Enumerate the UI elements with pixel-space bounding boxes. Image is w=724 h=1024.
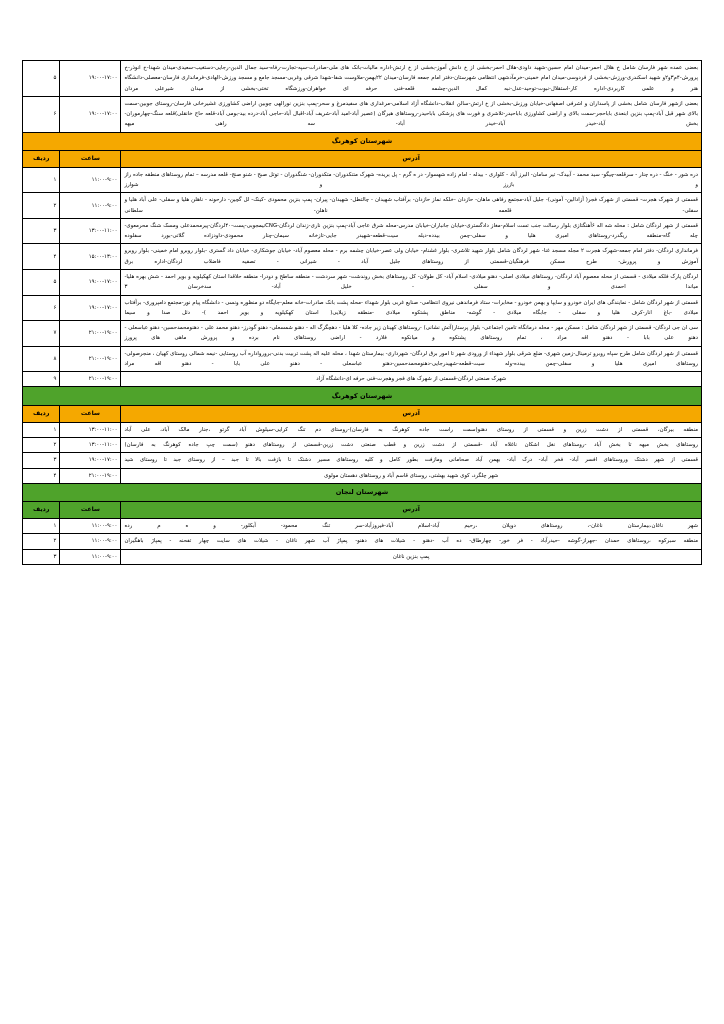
cell-address: شهر چلگرد، کوی شهید بهشتی، روستای قاسم آباد و روستاهای دهستان مولوی	[121, 468, 702, 483]
cell-row-number: ۷	[23, 321, 60, 347]
cell-time: ۲۱:۰۰-۱۹:۰۰	[60, 468, 121, 483]
table-row	[23, 321, 702, 347]
cell-address: قسمتی از شهر لردگان شامل : محله شه اله ۶آهنگتازی بلوار رسالت جنب تست اسلام-مغاز دادگستری-خیابان جانباران-خیابان مدرس-محله شرق عاجی آباد-پمپ بنزین ناری-زندان لردگان-CNGنیمجوبی-پست-۴۰لردگان-پیرمحمدعلی ومسک شنگ محرمعوی-چله گاه-منطقه ریگدرد-روستاهای امیری هلیا و سفلی-چمن بیدده-دیله سیت-قطعه-شهیدر جایی-تازخانه سیمان-چنار محمودی-داودزاده گلاتی-بورد سفلوده	[121, 218, 702, 244]
table-row	[23, 453, 702, 468]
cell-row-number: ۴	[23, 468, 60, 483]
table-row	[23, 61, 702, 97]
table-row	[23, 534, 702, 549]
table-body	[23, 61, 702, 565]
cell-row-number: ۲	[23, 437, 60, 452]
cell-address: منطقه بیرگان، قسمتی از دشت زرین و قسمتی از روستای دهنو(سمت راست جاده کوهرنگ به فارسان)-روستای دم تنگ کرایی-سیلوش آباد گرتو ،جنار مالک آباد، علی آباد	[121, 422, 702, 437]
outage-schedule-table	[22, 60, 702, 565]
header-row-number: ردیف	[23, 151, 60, 168]
cell-row-number: ۸	[23, 346, 60, 372]
cell-time: ۱۹:۰۰-۱۷:۰۰	[60, 270, 121, 296]
header-address: آدرس	[121, 151, 702, 168]
cell-row-number: ۶	[23, 96, 60, 132]
cell-address: روستاهای بخش میهه تا بخش آباد -روستاهای نغل اشکان ناغلاه آباد -قسمتی از دشت زرین و قطب صنعتی دشت زرین-قسمتی از روستاهای دهنو (سمت چپ جاده کوهرنگ به فارسان)	[121, 437, 702, 452]
header-address: آدرس	[121, 502, 702, 519]
cell-address: شهر ناغان،بیمارستان ناغان-، روستاهای دوپلان ،رحیم آباد-اسلام آباد-فیروزآباد-سر تنگ محمود- آبکلور- و ه م رده	[121, 519, 702, 534]
cell-address: لردگان پارک فلکه میلادی - قسمتی از محله معصوم آباد لردگان- روستاهای میلادی اصلی- دهنو میلادی- اسلام آباد- کل طولان- کل روستاهای بخش روندشت- شهر سردشت - منطقه ساطح و دودرا- منطقه حلاقدا استان کهکیلویه و بویر احمد - شش بهره هلیا-میاندا احمدی و سفلی - خلیل آباد- سدخرسان ۳	[121, 270, 702, 296]
cell-time: ۱۹:۰۰-۱۷:۰۰	[60, 295, 121, 321]
column-header-row	[23, 405, 702, 422]
cell-address: بعضی عمده شهر فارسان شامل خ هلال احمر-میدان امام حسین-شهید داودی-هلال احمر-بخشی از خ دانش آموز-بخشی از خ ارتش-اداره مالیات-بانک های ملی-صادرات-سپه-تجارت-رفاه-سید جمال الدین-رجایی-دستغیب-سعیدی-میدان شهدا-خ انوذر-خ پرورش-۴م۳و۲و شهید اسکندری-ورزش-بخشی از فردوسی-میدان امام خمینی-خرمآدشهی انتظامی شهرستان-دفتر امام جمعه فارسان-میدان ۲۲بهمن-ملاوست شفا-شهدا شرقی وغربی-مسجد جامع و مسجد ورزش-الهادی-فرمانداری فارسان-معصلی-دانشگاه هنر و علمی کاربردی-اداره کار-استقلال-نبوت-توحید-عدل-نبه کمال الدین-چشمه قلعه-فنی حرفه ای خواهران-ورزشگاه تختی-بخشی از میدان شیرعلی مردان	[121, 61, 702, 97]
header-row-number: ردیف	[23, 405, 60, 422]
cell-time: ۱۳:۰۰-۱۱:۰۰	[60, 422, 121, 437]
table-row	[23, 96, 702, 132]
cell-time: ۱۱:۰۰-۹:۰۰	[60, 534, 121, 549]
cell-row-number: ۵	[23, 61, 60, 97]
table-row	[23, 346, 702, 372]
table-row	[23, 372, 702, 387]
header-time: ساعت	[60, 151, 121, 168]
header-time: ساعت	[60, 405, 121, 422]
cell-time: ۱۱:۰۰-۹:۰۰	[60, 193, 121, 219]
table-row	[23, 468, 702, 483]
cell-address: قسمتی از شهرک هجرت- قسمتی از شهرک فجر( آزادالین- آمونی)- جلیل آباد-مجتمع رفاهی ماهان- حازدان -خلکه نماز حازدان- برآفتاب شهیدان - چالتطل- شهیدان- پیران- پمپ بنزین محمودی -کینک- لل گچین- دارحونه - ناهلن هلیا و سفلی- علی آباد هلیا و سفلی- قلعمه ناهلن- سلطانی	[121, 193, 702, 219]
city-band-row	[23, 387, 702, 406]
header-time: ساعت	[60, 502, 121, 519]
cell-address: فرمانداری لردگان- دفتر امام جمعه-شهرک هجرت ۲ مجله مسجد غنا- شهر لردگان شامل بلوار شهید تلاشری- بلوار غشنام- خیابان ولی عصر-خیابان چشمه برم - محله معصوم آباد- خیابان جوشکاری- خیابان داد گستری -بلوار روبرو امام خمینی- بلوار روبرو آموزش و پرورش- طرح مسکن فرهنگیان-قسمتی از روستاهای جلیل آباد - شیرانی - تصفیه فاضلاب لردگان-اداره برق	[121, 244, 702, 270]
cell-row-number: ۲	[23, 534, 60, 549]
cell-time: ۱۹:۰۰-۱۷:۰۰	[60, 61, 121, 97]
column-header-row	[23, 502, 702, 519]
city-name: شهرستان کوهرنگ	[23, 387, 702, 406]
table-row	[23, 295, 702, 321]
table-row	[23, 270, 702, 296]
cell-address: دره شور - خنگ - دره چنار - سرقلعه-چیگو- سید محمد - آبیدک- تیر سامان- البرز آباد - کلواری - بیدله - امام زاده شهسوار- در ه گرم - پل بریده- شهرک متنکدوران- متکدوران- شنگدوران - توتل صبح - شنو صنج- قلعه مدرسه – تمام روستاهای منطقه جاده راز و بازرز و شوارز	[121, 167, 702, 193]
cell-row-number: ۱	[23, 167, 60, 193]
cell-time: ۲۱:۰۰-۱۹:۰۰	[60, 346, 121, 372]
cell-time: ۲۱:۰۰-۱۹:۰۰	[60, 321, 121, 347]
cell-address: قسمتی از شهر لردگان شامل - نمایندگی های ایران خودرو و سایپا و بهمن خودرو - مخابرات- ستاد فرماندهی نیروی انتظامی- صنایع غربی بلوار شهداء -محله پشت بانک صادرات-خانه معلم-جایگاه دو منظوره ونسی - دانشگاه پیام نور-مجتمع دامپروری- برآفتاب میلادی -باغ انار-کرف هلیا و سفلی - جابگاه میلادی - گوشه- مناطق پشتکوه میلادی -منطقه زیلایی( استان کهکیلویه و بویر احمد )- دئل صدا و سیما	[121, 295, 702, 321]
city-band-row	[23, 483, 702, 502]
city-band-row	[23, 132, 702, 151]
cell-time: ۱۵:۰۰-۱۳:۰۰	[60, 244, 121, 270]
table-row	[23, 167, 702, 193]
cell-row-number: ۹	[23, 372, 60, 387]
cell-address: شهرک صنعتی لردگان-قسمتی از شهرک های فجر وهجرت-فنی حرفه ای-دانشگاه آزاد	[121, 372, 702, 387]
cell-time: ۱۹:۰۰-۱۷:۰۰	[60, 453, 121, 468]
cell-address: بعضی ازشهر فارسان شامل بخشی از پاسداران و اشرفی اصفهانی-خیابان ورزش-بخشی از خ ارتش-سالن انقلاب-دانشگاه آزاد اسلامی-مرغداری های سفیدمرغ و سحر-پمپ بنزین نورالهی چوبین اراضی کشاورزی غشیرخانی فارسان-روستای جوبین-سمت بالای شهر قبل آباد-پمپ بنزین ابنعدی باباحجر-سمت بالای و اراضی کشاورزی باباحیدر-تلاشری و فورت های پزشکی باباحیدر-روستاهای هیرگان (عصیر آباد-امید آباد-شریف آباد-اقبال آباد-حاجی آباد-درده بید-بومی آباد-قلعه حاج خانقلی)قلعه سنگ-چهارموران-بخش آباد-خیدر آباد-خیدر آباد- سه راهی میهه	[121, 96, 702, 132]
city-name: شهرستان کوهرنگ	[23, 132, 702, 151]
cell-address: منطقه سبرکوه ،روستاهای حمدان -جهراز-گوشه -حیدرآباد - فر خور- چهارطاق- ده آب -دهنو - شیلات های دهنو- پمپاژ آب شهر ناغان - شیلات های سایت چهار تفحنه - پمپاژ باهگیران	[121, 534, 702, 549]
cell-time: ۲۱:۰۰-۱۹:۰۰	[60, 372, 121, 387]
cell-time: ۱۱:۰۰-۹:۰۰	[60, 167, 121, 193]
cell-row-number: ۳	[23, 218, 60, 244]
cell-address: قسمتی از شهر دشتک وروستاهای افسر آباد- فخر آباد- درک آباد- بهمن آباد صحامانی ومازفت بطور کامل و کلیه روستاهای مسیر دشتک تا بازفت بالا تا جبد – از روستای جبد تا روستای شید	[121, 453, 702, 468]
cell-row-number: ۱	[23, 422, 60, 437]
cell-address: پمپ بنزین ناغان	[121, 549, 702, 564]
cell-row-number: ۳	[23, 453, 60, 468]
cell-row-number: ۵	[23, 270, 60, 296]
header-address: آدرس	[121, 405, 702, 422]
city-name: شهرستان لنجان	[23, 483, 702, 502]
cell-time: ۱۹:۰۰-۱۷:۰۰	[60, 96, 121, 132]
table-row	[23, 193, 702, 219]
table-row	[23, 244, 702, 270]
header-row-number: ردیف	[23, 502, 60, 519]
table-row	[23, 437, 702, 452]
cell-time: ۱۳:۰۰-۱۱:۰۰	[60, 218, 121, 244]
column-header-row	[23, 151, 702, 168]
table-row	[23, 218, 702, 244]
table-row	[23, 549, 702, 564]
cell-time: ۱۳:۰۰-۱۱:۰۰	[60, 437, 121, 452]
cell-time: ۱۱:۰۰-۹:۰۰	[60, 549, 121, 564]
cell-row-number: ۲	[23, 193, 60, 219]
cell-row-number: ۳	[23, 549, 60, 564]
table-row	[23, 422, 702, 437]
cell-row-number: ۱	[23, 519, 60, 534]
cell-row-number: ۶	[23, 295, 60, 321]
cell-row-number: ۴	[23, 244, 60, 270]
cell-address: قسمتی از شهر لردگان شامل طرح سپاه روبرو ترمینال-زمین شهری- ضلع شرقی بلوار شهداء از ورودی شهر تا امور برق لردگان- شهرداری- بیمارستان شهدا ، محله علیه اله پشت تربیت بدنی-برورواداره آب روستایی -نیمه شمالی روستای کهیان ، منجرصولی- روستاهای امیری هلیا و سفلی-چمن بیدده-وله سیت-قطعه-شهیدرجایی-دهنومحمدحسین-دهنو عباسعلی - دهنو علی بابا - دهنو اقه مراد	[121, 346, 702, 372]
cell-time: ۱۱:۰۰-۹:۰۰	[60, 519, 121, 534]
cell-address: سی ان جی لردگان- قسمتی از شهر لردگان شامل : مسکن مهر - محله درمانگاه تامین اجتماعی- بلوار پرستار(آتش نشانی) -روستاهای کهبنان زیر جاده- کلا هلیا - دهچگرگ اله - دهنو شمسعلی- دهنو گودرز- دهنو محمد علی - دهنومحمدحسین- دهنو عباسعلی - دهنو علی بابا - دهنو اقه مراد ، تمام روستاهای پشتکوه و میانکوه فلارد - اراضی روستاهای نام برده و پرورش ماهی های پرورز	[121, 321, 702, 347]
table-row	[23, 519, 702, 534]
